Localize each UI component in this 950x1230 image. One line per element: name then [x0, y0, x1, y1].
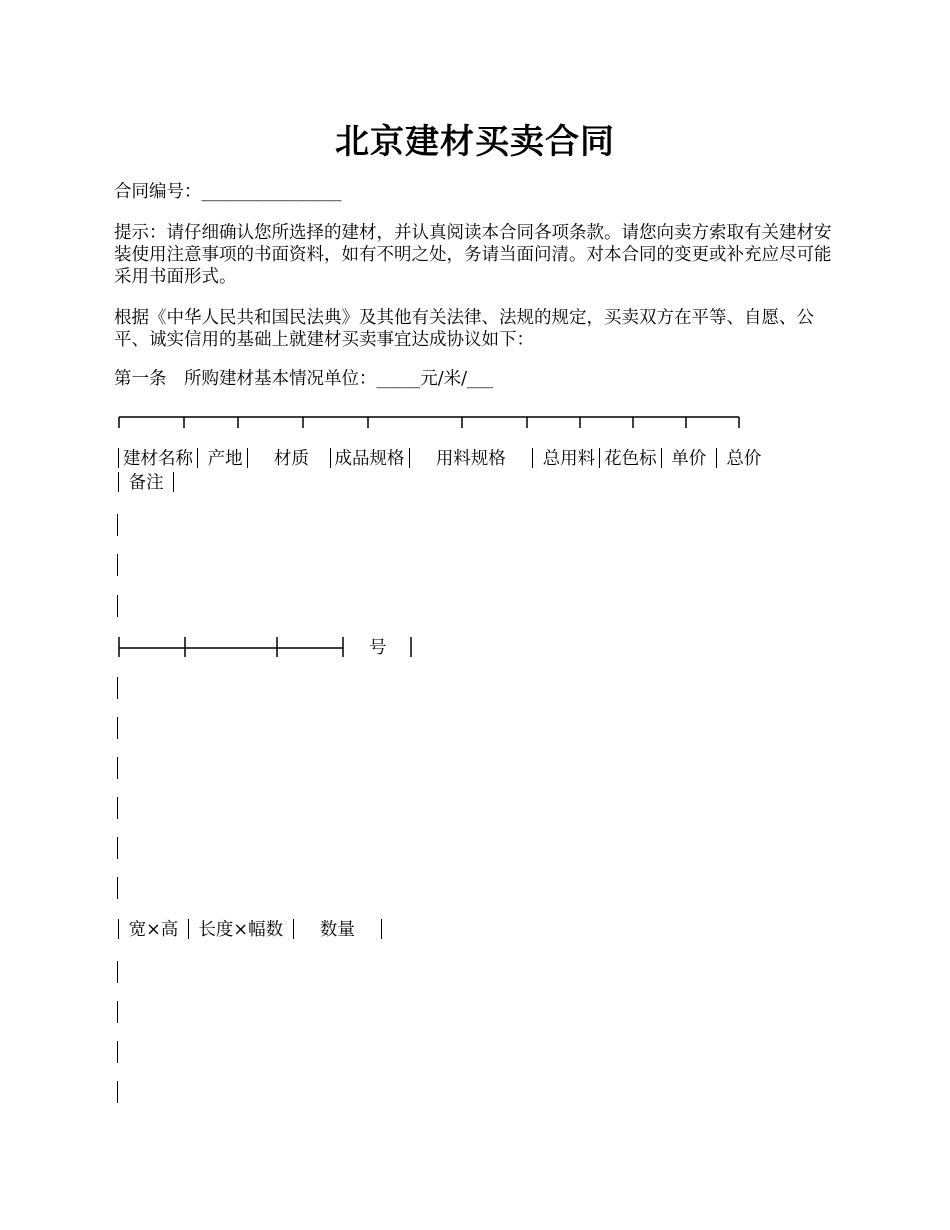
- table-border: [117, 877, 118, 899]
- table-header-cell: 花色标: [604, 449, 657, 469]
- table-header-cell: 总价: [726, 449, 762, 469]
- table-mid-cell: 号: [369, 638, 387, 658]
- contract-number-line: 合同编号：________________: [114, 182, 342, 202]
- table-header-cell: 材质: [273, 449, 309, 469]
- table-sub-cell: 长度×幅数: [198, 920, 284, 940]
- table-header-cell: 备注: [128, 473, 164, 493]
- table-border: [117, 677, 118, 699]
- table-border: [118, 919, 119, 939]
- table-header-cell: 单价: [671, 449, 707, 469]
- table-border: [117, 1001, 118, 1023]
- table-header-cell: 产地: [207, 449, 243, 469]
- table-sub-cell: 宽×高: [128, 920, 179, 940]
- table-border: [117, 717, 118, 739]
- table-header-cell: 总用料: [542, 449, 596, 469]
- basis-paragraph: 根据《中华人民共和国民法典》及其他有关法律、法规的规定，买卖双方在平等、自愿、公平、诚实信用的基础上就建材买卖事宜达成协议如下：: [114, 308, 814, 350]
- document-title: 北京建材买卖合同: [335, 122, 615, 162]
- table-border: [381, 919, 382, 939]
- table-border: [117, 797, 118, 819]
- table-sub-cell: 数量: [319, 920, 355, 940]
- table-header-cell: 用料规格: [435, 449, 506, 469]
- table-border: [117, 757, 118, 779]
- table-border: [117, 837, 118, 859]
- table-sub-row: [114, 919, 386, 941]
- table-border: [293, 919, 294, 939]
- table-border: [117, 961, 118, 983]
- table-border: [188, 919, 189, 939]
- article-one-line: 第一条 所购建材基本情况单位：_____元/米/___: [114, 369, 494, 389]
- table-border: [117, 1041, 118, 1063]
- table-border: [117, 1081, 118, 1103]
- table-header-cell: 建材名称: [123, 449, 193, 469]
- table-header-cell: 成品规格: [334, 449, 405, 469]
- notice-paragraph: 提示：请仔细确认您所选择的建材，并认真阅读本合同各项条款。请您向卖方索取有关建材安装使用注意事项的书面资料，如有不明之处，务请当面问清。对本合同的变更或补充应尽可能采用书面形式。: [114, 223, 832, 287]
